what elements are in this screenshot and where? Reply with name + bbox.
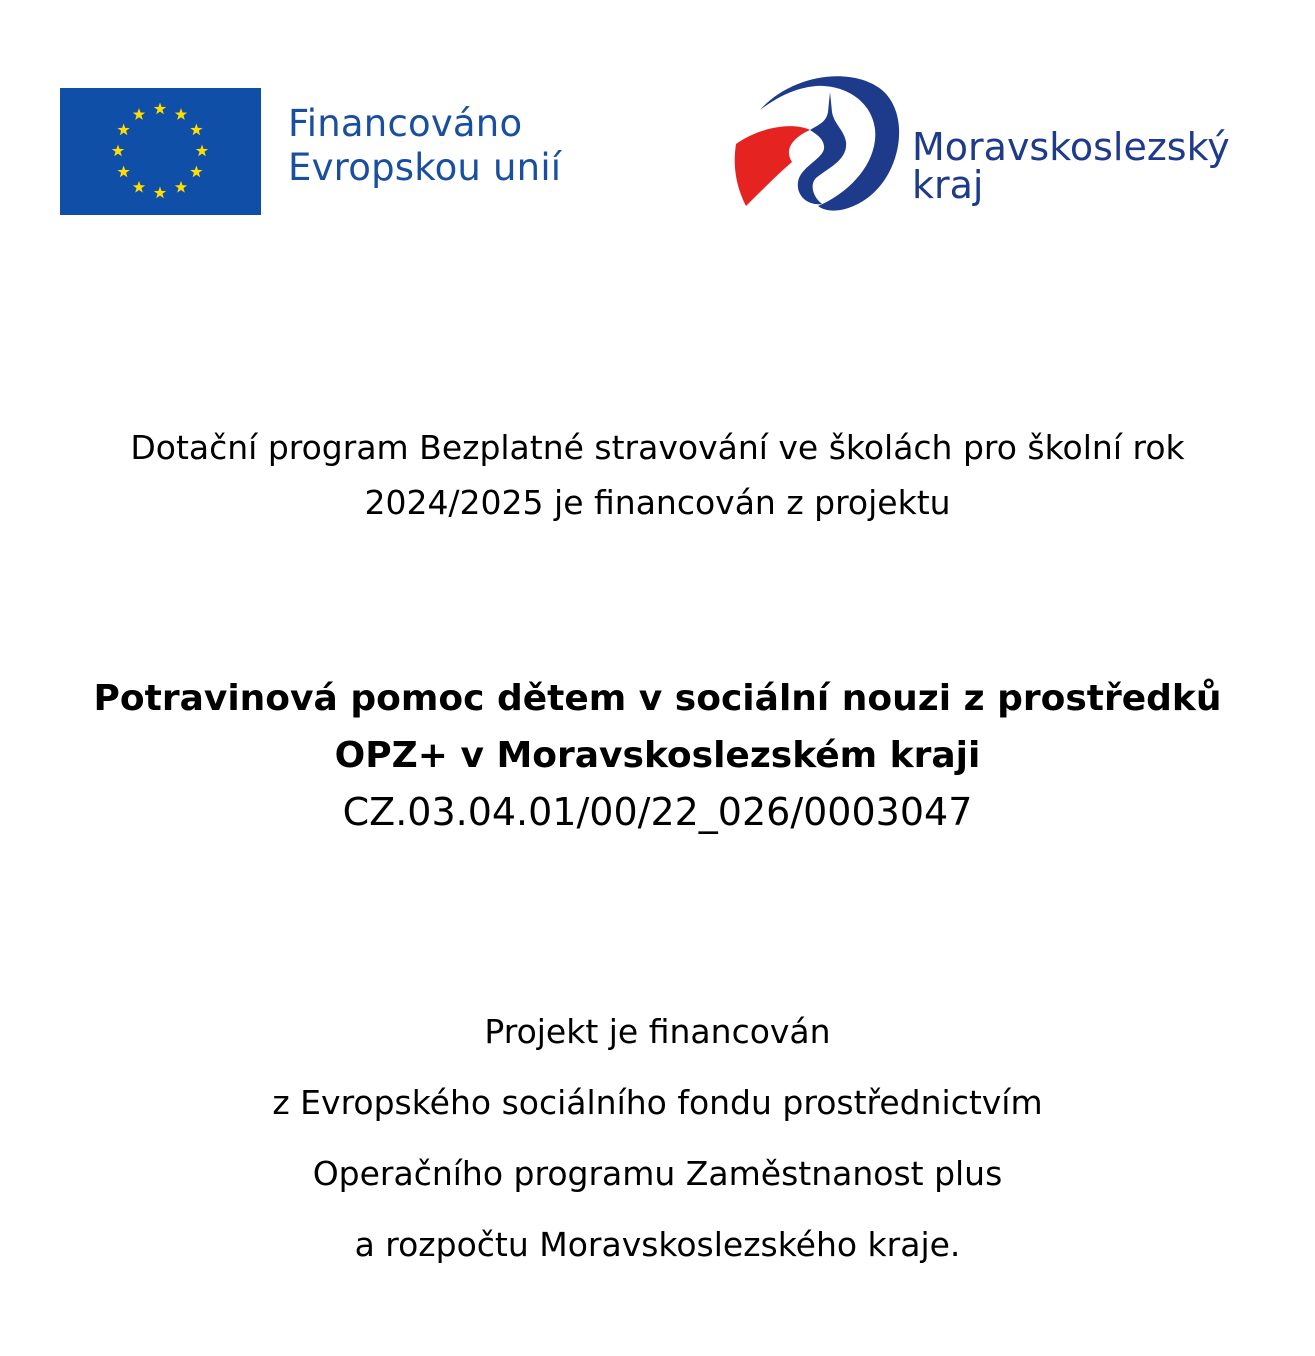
region-emblem-icon bbox=[732, 66, 902, 216]
funding-paragraph bbox=[0, 996, 1315, 1280]
funding-line4: a rozpočtu Moravskoslezského kraje. bbox=[354, 1225, 961, 1264]
project-code: CZ.03.04.01/00/22_026/0003047 bbox=[342, 790, 973, 834]
region-emblem-blue-band bbox=[798, 92, 846, 204]
eu-flag-icon bbox=[60, 88, 261, 215]
eu-label-line1: Financováno bbox=[288, 102, 523, 145]
project-block bbox=[0, 670, 1315, 841]
funding-line2: z Evropského sociálního fondu prostřednictvím bbox=[272, 1083, 1043, 1122]
project-title-line2: OPZ+ v Moravskoslezském kraji bbox=[334, 735, 981, 776]
logo-row bbox=[0, 0, 1315, 240]
intro-line2: 2024/2025 je financován z projektu bbox=[364, 483, 951, 522]
eu-label-line2: Evropskou unií bbox=[288, 146, 562, 189]
project-title-line1: Potravinová pomoc dětem v sociální nouzi z prostředků bbox=[93, 678, 1222, 719]
eu-funding-label bbox=[288, 102, 561, 190]
region-label-line2: kraj bbox=[912, 163, 984, 207]
intro-paragraph bbox=[0, 420, 1315, 530]
funding-line3: Operačního programu Zaměstnanost plus bbox=[312, 1154, 1003, 1193]
intro-line1: Dotační program Bezplatné stravování ve školách pro školní rok bbox=[130, 428, 1185, 467]
region-emblem-red-ribbon bbox=[735, 126, 810, 206]
region-label-line1: Moravskoslezský bbox=[912, 125, 1230, 169]
region-label bbox=[912, 125, 1230, 207]
funding-line1: Projekt je financován bbox=[484, 1012, 831, 1051]
